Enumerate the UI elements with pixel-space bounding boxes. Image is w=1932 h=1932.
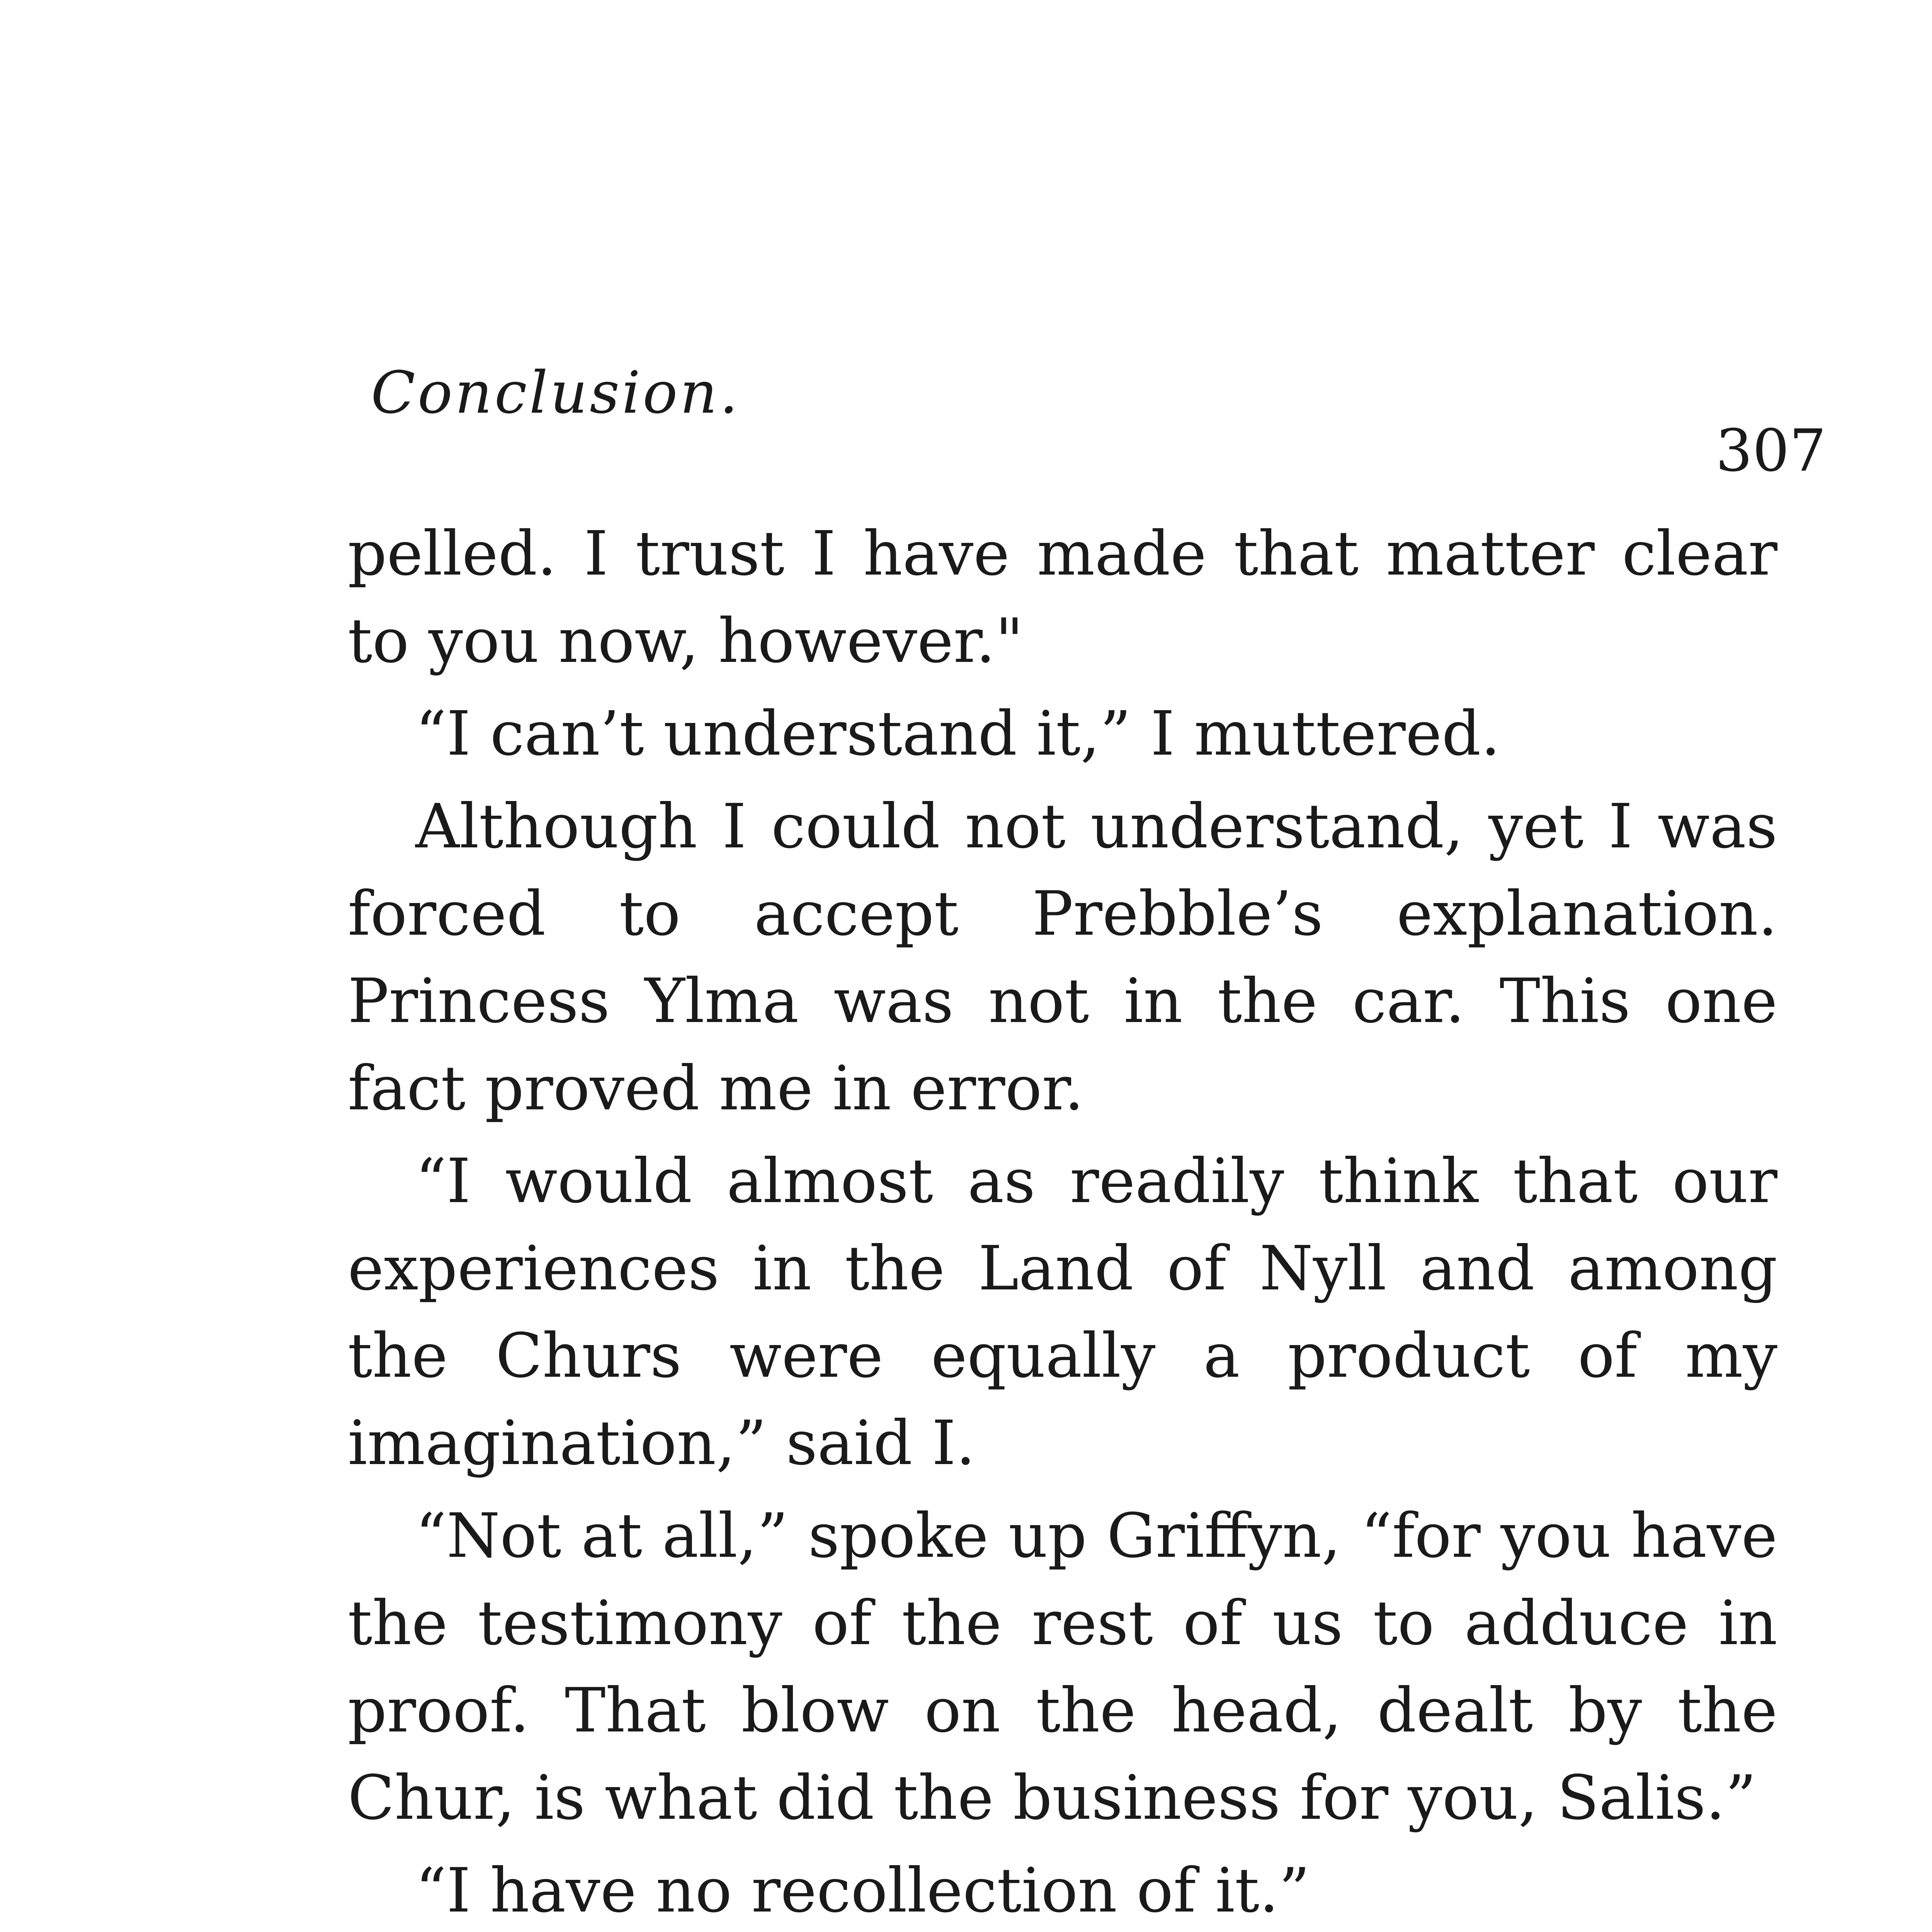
paragraph-continued: pelled. I trust I have made that matter clear to you now, however."	[348, 518, 1777, 677]
paragraph: “I have no recollection of it.”	[415, 1855, 1310, 1926]
running-head: Conclusion.	[371, 359, 740, 427]
page-number: 307	[1716, 417, 1827, 485]
body-text	[348, 510, 1777, 1932]
paragraph: “Not at all,” spoke up Griffyn, “for you have the testimony of the rest of us to adduce in proof. That blow on the head, dealt by the Chur, is what did the business for you, Salis.”	[348, 1500, 1777, 1833]
paragraph: “I can’t understand it,” I muttered.	[415, 698, 1500, 769]
paragraph: “I would almost as readily think that our experiences in the Land of Nyll and among the Churs were equally a product of my imagination,” said I.	[348, 1146, 1777, 1479]
paragraph: Although I could not understand, yet I was forced to accept Prebble’s explanation. Princess Ylma was not in the car. This one fact proved me in error.	[348, 791, 1777, 1124]
